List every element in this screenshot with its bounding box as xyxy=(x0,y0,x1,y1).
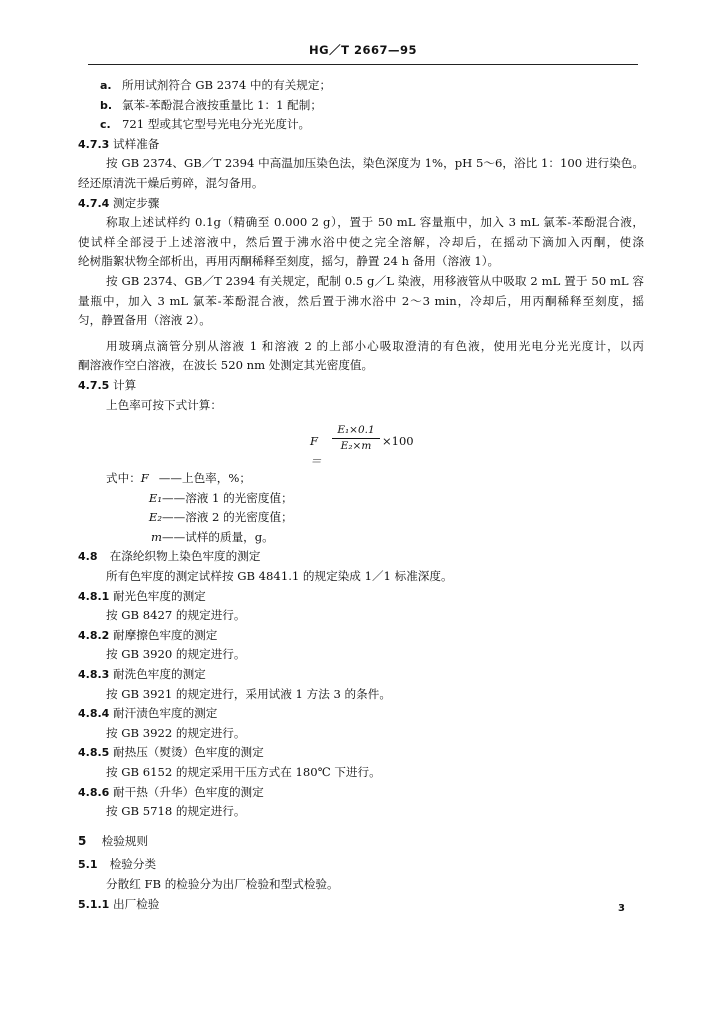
item-marker: b. xyxy=(100,98,113,112)
section-number: 5.1 xyxy=(78,858,98,872)
section-title: 在涤纶织物上染色牢度的测定 xyxy=(109,549,261,564)
variable-desc: ——溶液 2 的光密度值； xyxy=(162,510,293,525)
document-body xyxy=(78,76,644,914)
section-title: 耐干热（升华）色牢度的测定 xyxy=(113,784,264,799)
section-title: 测定步骤 xyxy=(113,195,160,210)
item-text: 所用试剂符合 GB 2374 中的有关规定； xyxy=(122,78,332,92)
paragraph-line: 酮溶液作空白溶液，在波长 520 nm 处测定其光密度值。 xyxy=(78,358,374,373)
section-title: 检验分类 xyxy=(109,857,157,872)
variable-desc: ——上色率，%； xyxy=(158,471,251,486)
section-heading-4-7-3 xyxy=(78,135,644,155)
standard-code-header: HG／T 2667—95 xyxy=(309,43,417,57)
where-intro: 式中： xyxy=(106,471,141,486)
section-heading-4-7-5 xyxy=(78,376,644,396)
section-number: 4.8.1 xyxy=(78,589,110,603)
section-title: 耐汗渍色牢度的测定 xyxy=(113,706,218,721)
variable-symbol: E₁ xyxy=(148,490,162,505)
section-heading-4-8-4 xyxy=(78,704,644,724)
paragraph-line: 按 GB 6152 的规定采用干压方式在 180℃ 下进行。 xyxy=(106,765,381,779)
paragraph-line: 纶树脂絮状物全部析出，再用丙酮稀释至刻度，摇匀，静置 24 h 备用（溶液 1）。 xyxy=(78,254,500,269)
item-text: 721 型或其它型号光电分光光度计。 xyxy=(122,117,311,132)
variable-row xyxy=(106,469,644,489)
formula-fraction xyxy=(332,423,380,454)
formula-lhs: F＝ xyxy=(310,434,322,468)
paragraph-line: 称取上述试样约 0.1g（精确至 0.000 2 g），置于 50 mL 容量瓶中，加入 3 mL 氯苯-苯酚混合液， xyxy=(106,215,644,230)
variable-definitions xyxy=(78,469,644,547)
variable-desc: ——试样的质量，g。 xyxy=(162,529,274,544)
variable-symbol: E₂ xyxy=(148,510,162,525)
paragraph-line: 量瓶中，加入 3 mL 氯苯-苯酚混合液，然后置于沸水浴中 2～3 min，冷却后，用丙酮稀释至刻度，摇 xyxy=(78,293,644,308)
section-heading-4-8-1 xyxy=(78,587,644,607)
section-heading-4-8-3 xyxy=(78,665,644,685)
section-number: 4.8.4 xyxy=(78,707,110,721)
section-heading-5-1-1 xyxy=(78,895,644,915)
section-heading-5 xyxy=(78,832,644,852)
formula-rhs: ×100 xyxy=(382,434,414,449)
section-heading-4-8-5 xyxy=(78,743,644,763)
paragraph-line: 经还原清洗干燥后剪碎，混匀备用。 xyxy=(78,175,264,190)
dye-uptake-formula xyxy=(78,415,644,469)
section-title: 出厂检验 xyxy=(113,896,160,911)
section-title: 耐热压（熨烫）色牢度的测定 xyxy=(113,745,264,760)
section-number: 4.8.5 xyxy=(78,746,110,760)
section-number: 4.8.6 xyxy=(78,785,110,799)
paragraph-line: 上色率可按下式计算： xyxy=(106,397,222,412)
page-number: 3 xyxy=(618,903,625,914)
paragraph-line: 所有色牢度的测定试样按 GB 4841.1 的规定染成 1／1 标准深度。 xyxy=(106,569,453,584)
section-number: 4.7.5 xyxy=(78,378,110,392)
section-heading-4-8-2 xyxy=(78,626,644,646)
section-heading-5-1 xyxy=(78,855,644,875)
paragraph-line: 分散红 FB 的检验分为出厂检验和型式检验。 xyxy=(106,876,339,891)
section-heading-4-7-4 xyxy=(78,194,644,214)
list-item-c xyxy=(78,115,644,135)
section-number: 5 xyxy=(78,833,87,848)
paragraph-line: 按 GB 3922 的规定进行。 xyxy=(106,725,246,740)
variable-row xyxy=(106,528,644,548)
section-heading-4-8 xyxy=(78,547,644,567)
section-title: 计算 xyxy=(113,377,137,392)
section-title: 检验规则 xyxy=(101,833,149,848)
variable-row xyxy=(106,489,644,509)
item-marker: c. xyxy=(100,118,111,132)
paragraph-line: 用玻璃点滴管分别从溶液 1 和溶液 2 的上部小心吸取澄清的有色液，使用光电分光光度计，以丙 xyxy=(106,338,644,353)
section-title: 耐摩擦色牢度的测定 xyxy=(113,627,218,642)
item-text: 氯苯-苯酚混合液按重量比 1：1 配制； xyxy=(122,97,322,112)
paragraph-line: 按 GB 8427 的规定进行。 xyxy=(106,608,246,623)
variable-symbol: F xyxy=(140,471,149,486)
list-item-a xyxy=(78,76,644,96)
variable-desc: ——溶液 1 的光密度值； xyxy=(162,490,293,505)
paragraph-line: 按 GB 5718 的规定进行。 xyxy=(106,804,246,819)
formula-numerator: E₁×0.1 xyxy=(332,423,380,439)
variable-row xyxy=(106,508,644,528)
variable-symbol: m xyxy=(151,529,162,544)
paragraph-line: 按 GB 2374、GB／T 2394 中高温加压染色法，染色深度为 1%，pH 5～6，浴比 1：100 进行染色。 xyxy=(106,156,644,171)
paragraph-line: 按 GB 3921 的规定进行，采用试液 1 方法 3 的条件。 xyxy=(106,686,391,701)
paragraph-line: 按 GB 3920 的规定进行。 xyxy=(106,647,246,662)
section-heading-4-8-6 xyxy=(78,783,644,803)
list-item-b xyxy=(78,96,644,116)
section-number: 4.7.3 xyxy=(78,137,110,151)
section-title: 耐光色牢度的测定 xyxy=(113,588,206,603)
paragraph-line: 使试样全部浸于上述溶液中，然后置于沸水浴中使之完全溶解，冷却后，在摇动下滴加入丙酮，使涤 xyxy=(78,234,644,249)
section-number: 4.7.4 xyxy=(78,196,110,210)
header-rule xyxy=(88,64,638,65)
section-number: 4.8 xyxy=(78,550,98,564)
section-number: 4.8.2 xyxy=(78,628,110,642)
formula-denominator: E₂×m xyxy=(340,440,372,453)
section-title: 耐洗色牢度的测定 xyxy=(113,667,206,682)
section-number: 4.8.3 xyxy=(78,668,110,682)
paragraph-line: 匀，静置备用（溶液 2）。 xyxy=(78,313,211,328)
paragraph-line: 按 GB 2374、GB／T 2394 有关规定，配制 0.5 g／L 染液，用移液管从中吸取 2 mL 置于 50 mL 容 xyxy=(106,273,644,288)
item-marker: a. xyxy=(100,79,112,92)
section-number: 5.1.1 xyxy=(78,897,110,911)
section-title: 试样准备 xyxy=(113,136,160,151)
